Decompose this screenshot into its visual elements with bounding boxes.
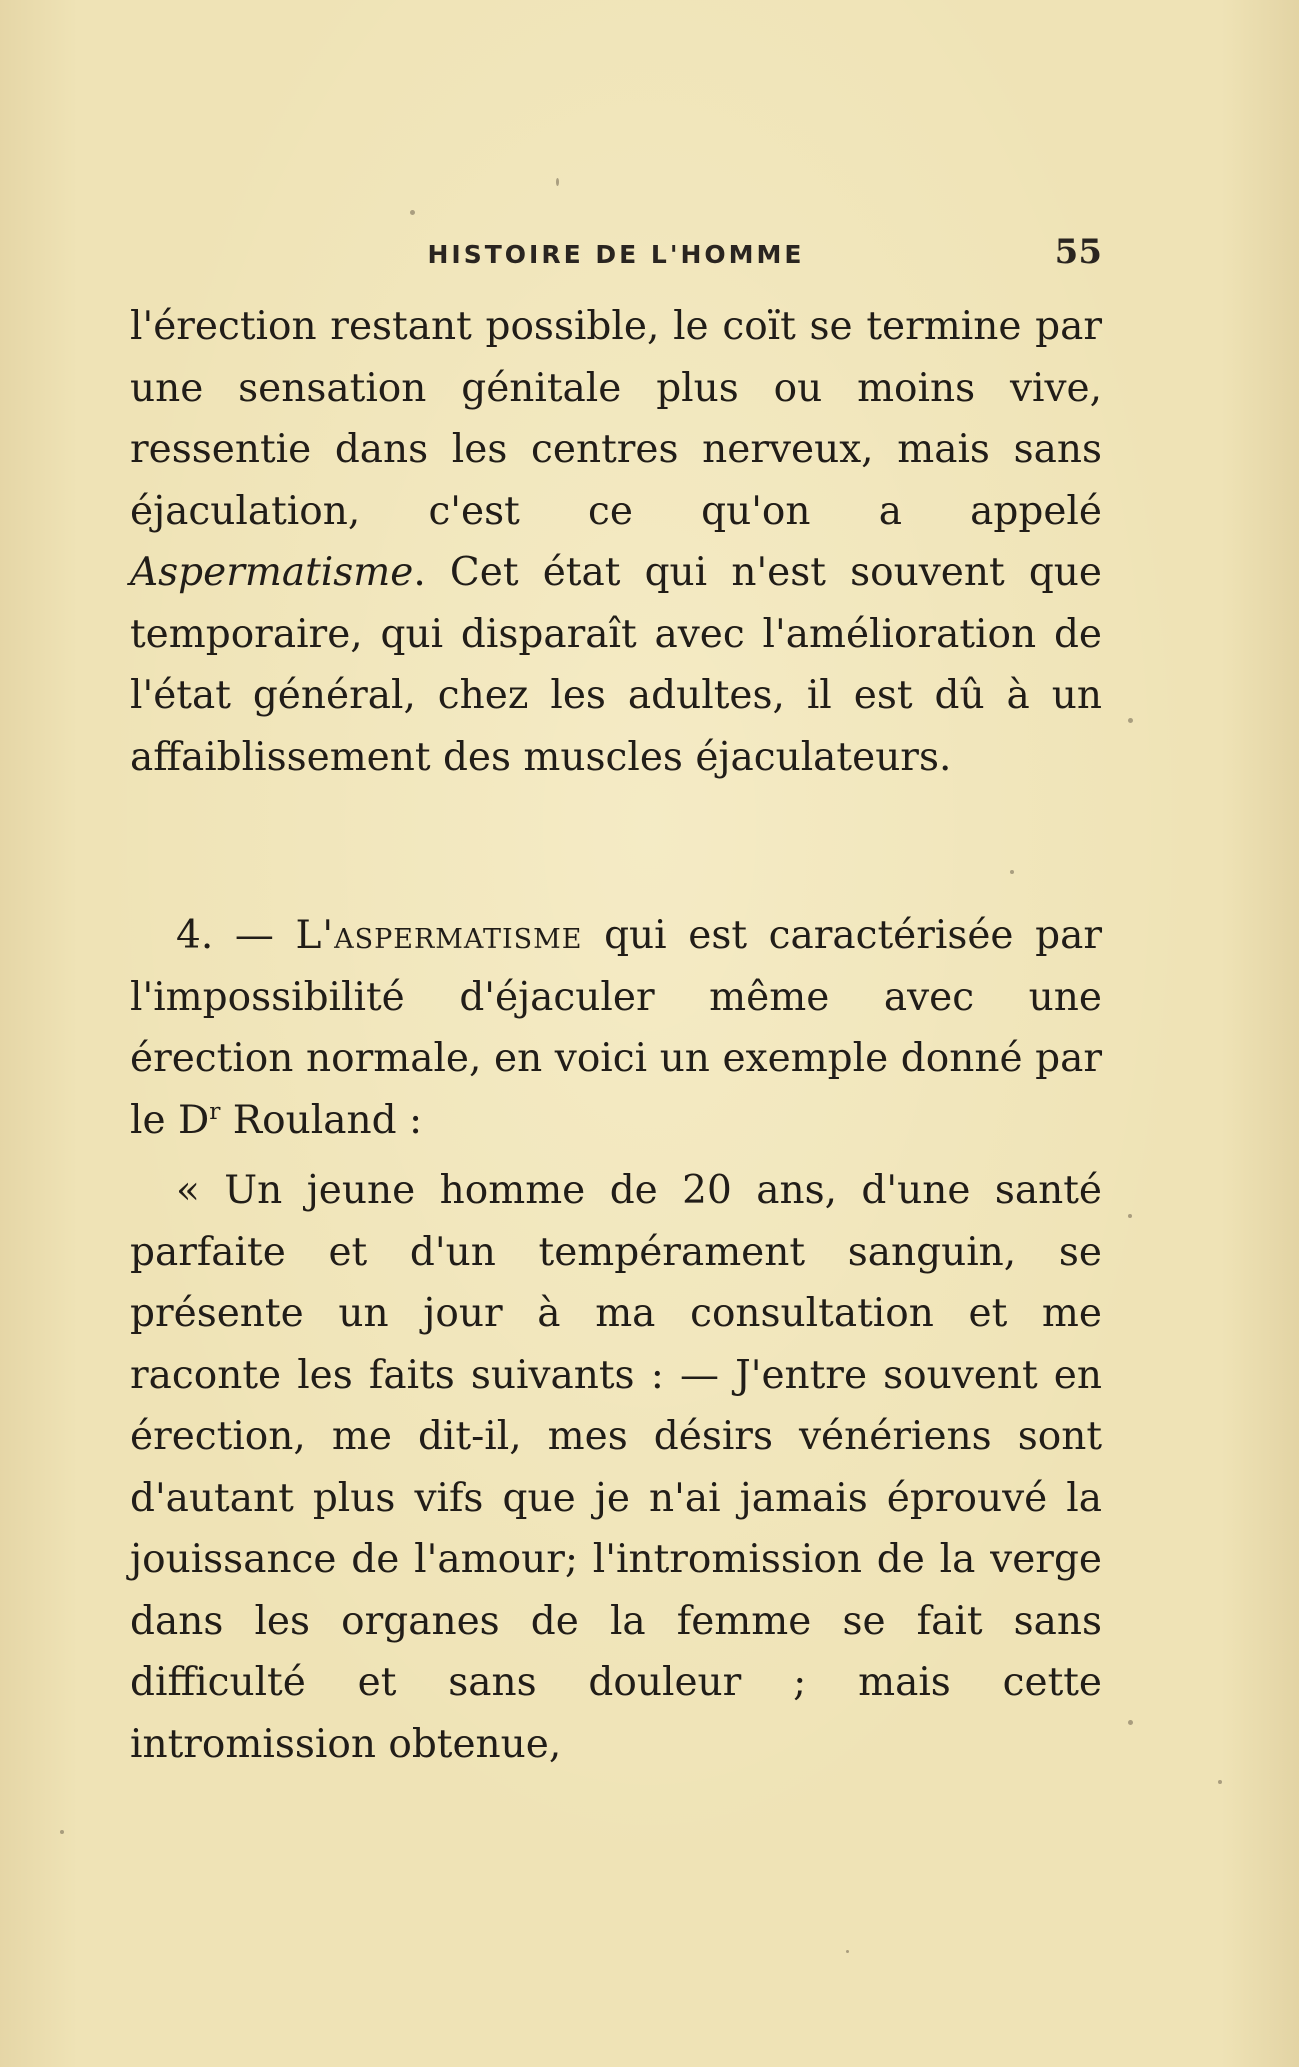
paragraph-quotation (130, 1160, 1102, 1775)
paper-speck (846, 1950, 849, 1953)
paper-speck (1218, 1780, 1222, 1784)
section-term: L'aspermatisme (295, 913, 583, 958)
quotation-text: « Un jeune homme de 20 ans, d'une santé parfaite et d'un tempérament sanguin, se présente un jour à ma consultation et me raconte les faits suivants : — J'entre souvent en érection, me dit-il, mes désirs vénériens sont d'autant plus vifs que je n'ai jamais éprouvé la jouissance de l'amour; l'intromission de la verge dans les organes de la femme se fait sans difficulté et sans douleur ; mais cette intromission obtenue, (130, 1168, 1102, 1767)
paragraph-aspermatisme-definition (130, 296, 1102, 788)
running-head-title: HISTOIRE DE L'HOMME (427, 240, 805, 269)
paper-speck (1128, 1214, 1132, 1218)
paper-speck (60, 1830, 64, 1834)
paragraph-2-text-end: Rouland : (220, 1097, 423, 1143)
page-number: 55 (1054, 232, 1102, 272)
paragraph-2-text: qui est caractérisée par l'impossibilité d'éjaculer même avec une érection normale, en voici un exemple donné par le D (130, 913, 1102, 1143)
paper-speck (1010, 870, 1014, 874)
paragraph-1-text-b: . Cet état qui n'est souvent que temporaire, qui disparaît avec l'amélioration de l'état général, chez les adultes, il est dû à un affaiblissement des muscles éjaculateurs. (130, 550, 1102, 780)
paper-speck (1128, 718, 1133, 723)
paragraph-1-text-a: l'érection restant possible, le coït se termine par une sensation génitale plus ou moins vive, ressentie dans les centres nerveux, mais sans éjaculation, c'est ce qu'on a appelé (130, 304, 1102, 534)
italic-term: Aspermatisme (130, 550, 414, 595)
doctor-superscript: r (209, 1096, 221, 1125)
section-number: 4. — (176, 913, 296, 958)
running-head (130, 232, 1102, 282)
paper-speck (410, 210, 415, 215)
paper-speck (556, 178, 559, 186)
paragraph-section-4 (130, 905, 1102, 1151)
paper-speck (1128, 1720, 1133, 1725)
